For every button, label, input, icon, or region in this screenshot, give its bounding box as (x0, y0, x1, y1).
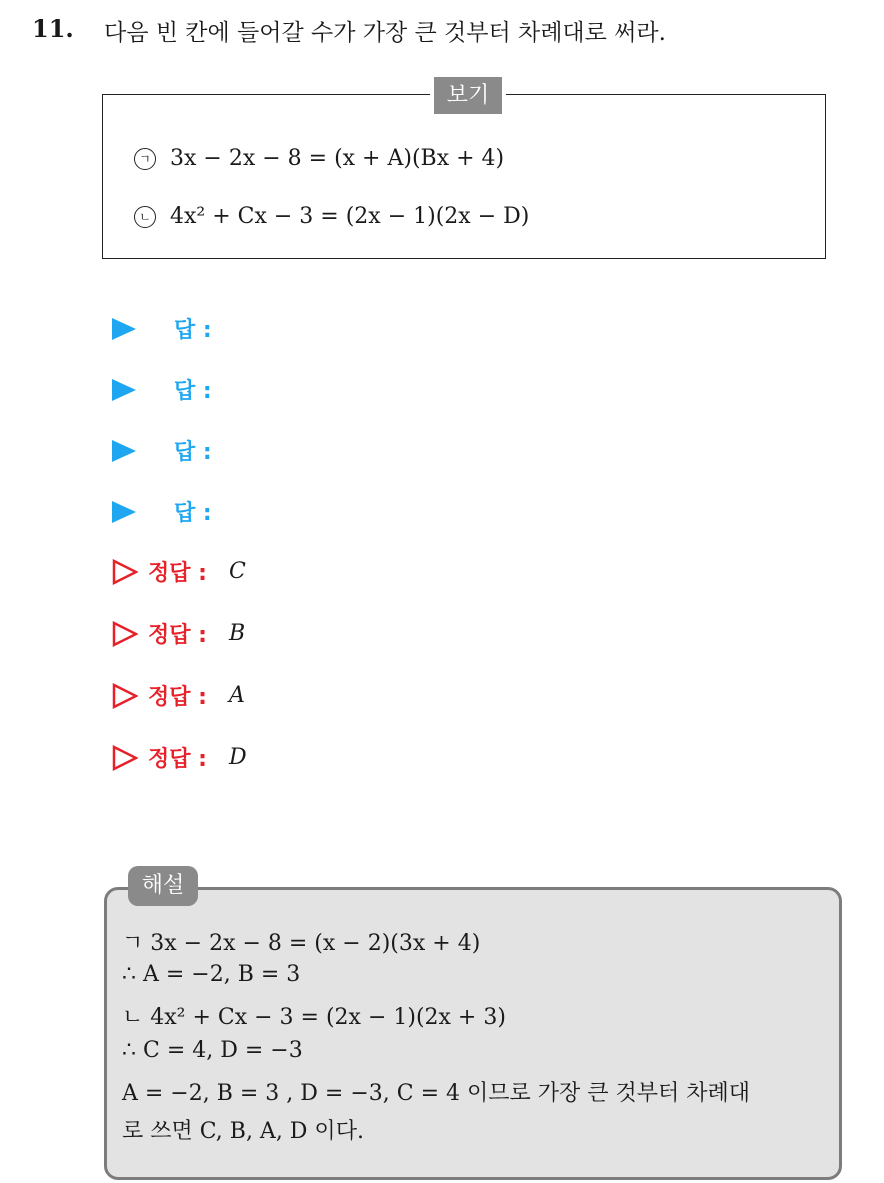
explanation-line-3: ㄴ 4x² + Cx − 3 = (2x − 1)(2x + 3) (122, 1005, 506, 1030)
correct-answer-value: D (228, 745, 247, 770)
answer-label: 답 : (174, 501, 212, 526)
correct-answer-2 (112, 618, 245, 649)
outline-triangle-icon (112, 683, 138, 709)
answer-blank-1[interactable] (112, 313, 212, 344)
bogi-item-1 (134, 146, 504, 171)
bogi-label: 보기 (430, 77, 506, 114)
explanation-line-5: A = −2, B = 3 , D = −3, C = 4 이므로 가장 큰 것부터 차례대 (122, 1081, 751, 1106)
correct-answer-1 (112, 556, 246, 587)
circled-giyeok-icon: ㄱ (134, 148, 156, 170)
bogi-equation-2: 4x² + Cx − 3 = (2x − 1)(2x − D) (170, 204, 530, 229)
explanation-line-4: ∴ C = 4, D = −3 (122, 1038, 303, 1063)
correct-answer-label: 정답 : (148, 623, 207, 648)
answer-label: 답 : (174, 440, 212, 465)
correct-answer-value: C (228, 559, 246, 584)
answer-blank-3[interactable] (112, 435, 212, 466)
correct-answer-3 (112, 680, 245, 711)
circled-nieun-icon: ㄴ (134, 206, 156, 228)
answer-blank-2[interactable] (112, 374, 212, 405)
outline-triangle-icon (112, 559, 138, 585)
correct-answer-label: 정답 : (148, 561, 207, 586)
answer-blank-4[interactable] (112, 496, 212, 527)
play-triangle-icon (112, 501, 136, 523)
explanation-label: 해설 (128, 866, 198, 906)
bogi-item-2 (134, 204, 529, 229)
bogi-box (102, 94, 826, 259)
play-triangle-icon (112, 379, 136, 401)
answer-label: 답 : (174, 318, 212, 343)
correct-answer-4 (112, 742, 247, 773)
play-triangle-icon (112, 318, 136, 340)
answer-label: 답 : (174, 379, 212, 404)
correct-answer-label: 정답 : (148, 685, 207, 710)
explanation-line-2: ∴ A = −2, B = 3 (122, 962, 301, 987)
question-text: 다음 빈 칸에 들어갈 수가 가장 큰 것부터 차례대로 써라. (104, 20, 666, 46)
outline-triangle-icon (112, 745, 138, 771)
outline-triangle-icon (112, 621, 138, 647)
correct-answer-value: A (228, 683, 245, 708)
play-triangle-icon (112, 440, 136, 462)
explanation-line-6: 로 쓰면 C, B, A, D 이다. (122, 1119, 364, 1144)
explanation-line-1: ㄱ 3x − 2x − 8 = (x − 2)(3x + 4) (122, 931, 481, 956)
correct-answer-value: B (228, 621, 246, 646)
question-number: 11. (32, 14, 74, 43)
correct-answer-label: 정답 : (148, 747, 207, 772)
bogi-equation-1: 3x − 2x − 8 = (x + A)(Bx + 4) (170, 146, 505, 171)
